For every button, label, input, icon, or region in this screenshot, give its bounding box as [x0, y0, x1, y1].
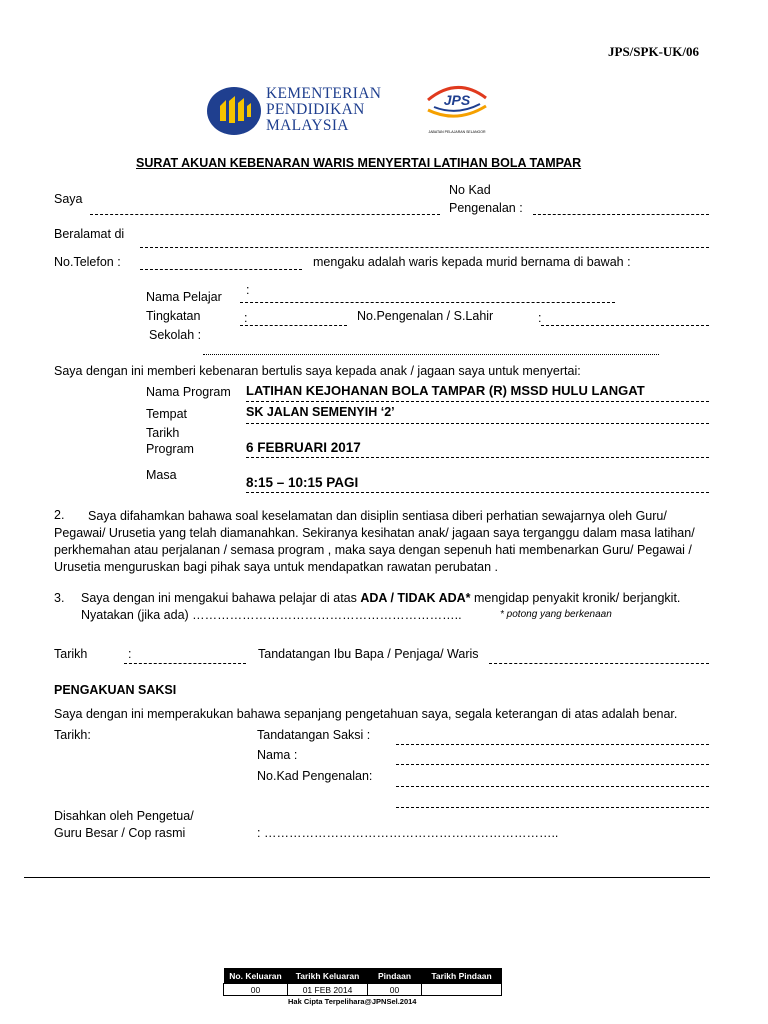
field-nokad[interactable]	[533, 214, 709, 215]
document-code: JPS/SPK-UK/06	[608, 44, 700, 59]
ministry-name-line3: MALAYSIA	[266, 117, 349, 134]
footer-divider	[24, 877, 710, 878]
value-nama-program: LATIHAN KEJOHANAN BOLA TAMPAR (R) MSSD HULU LANGAT	[246, 383, 645, 398]
field-saya[interactable]	[90, 214, 440, 215]
label-nama-pelajar: Nama Pelajar	[146, 290, 222, 304]
field-nama-program	[246, 401, 709, 402]
field-witness-extra[interactable]	[396, 807, 709, 808]
label-tarikh-program-line1: Tarikh	[146, 426, 180, 440]
field-tandatangan-waris[interactable]	[489, 663, 709, 664]
label-tarikh-sign: Tarikh	[54, 647, 88, 661]
para3-line1	[81, 591, 680, 605]
witness-heading: PENGAKUAN SAKSI	[54, 683, 177, 697]
label-tandatangan-saksi: Tandatangan Saksi :	[257, 728, 371, 742]
label-tingkatan: Tingkatan	[146, 309, 201, 323]
revision-value-tarikhkeluaran: 01 FEB 2014	[288, 984, 368, 996]
text-mengaku: mengaku adalah waris kepada murid bernama di bawah :	[313, 255, 631, 269]
label-tandatangan-waris: Tandatangan Ibu Bapa / Penjaga/ Waris	[258, 647, 479, 661]
label-nama-program: Nama Program	[146, 385, 231, 399]
revision-value-tarikhpindaan	[422, 984, 502, 996]
field-witness-nama[interactable]	[396, 764, 709, 765]
field-nama-pelajar[interactable]	[240, 302, 615, 303]
text-permission: Saya dengan ini memberi kebenaran bertulis saya kepada anak / jagaan saya untuk menyertai:	[54, 364, 581, 378]
ministry-emblem-icon	[206, 86, 262, 136]
field-tarikh-sign[interactable]	[124, 663, 246, 664]
label-tarikh-program-line2: Program	[146, 442, 194, 456]
revision-header-tarikhkeluaran: Tarikh Keluaran	[288, 968, 368, 984]
ministry-logo	[206, 86, 406, 136]
ministry-name-line2: PENDIDIKAN	[266, 101, 365, 118]
colon-tingkatan: :	[244, 311, 248, 325]
label-nokad-line1: No Kad	[449, 183, 491, 197]
field-masa	[246, 492, 709, 493]
ministry-name-line1: KEMENTERIAN	[266, 85, 382, 102]
label-witness-nama: Nama :	[257, 748, 298, 762]
label-saya: Saya	[54, 192, 83, 206]
label-masa: Masa	[146, 468, 177, 482]
field-tempat	[246, 423, 709, 424]
para2-number: 2.	[54, 508, 65, 522]
field-tarikh-program	[246, 457, 709, 458]
value-tempat: SK JALAN SEMENYIH ‘2’	[246, 405, 395, 419]
jps-emblem-icon	[422, 80, 492, 126]
value-masa: 8:15 – 10:15 PAGI	[246, 475, 359, 490]
copyright: Hak Cipta Terpelihara@JPNSel.2014	[288, 997, 417, 1006]
field-telefon[interactable]	[140, 269, 302, 270]
label-witness-nokad: No.Kad Pengenalan:	[257, 769, 373, 783]
label-nokad-line2: Pengenalan :	[449, 201, 523, 215]
revision-header-nokeluaran: No. Keluaran	[224, 968, 288, 984]
label-telefon: No.Telefon :	[54, 255, 121, 269]
label-disahkan-line1: Disahkan oleh Pengetua/	[54, 809, 194, 823]
colon-tarikh-sign: :	[128, 647, 132, 661]
jps-logo	[422, 80, 492, 138]
para2-text	[54, 508, 710, 576]
field-nopengenalan[interactable]	[541, 325, 709, 326]
form-title: SURAT AKUAN KEBENARAN WARIS MENYERTAI LATIHAN BOLA TAMPAR	[136, 156, 582, 170]
revision-table	[223, 968, 502, 996]
para3-note: * potong yang berkenaan	[500, 609, 612, 620]
label-nopengenalan: No.Pengenalan / S.Lahir	[357, 309, 494, 323]
revision-header-pindaan: Pindaan	[368, 968, 422, 984]
revision-header-tarikhpindaan: Tarikh Pindaan	[422, 968, 502, 984]
field-tingkatan[interactable]	[240, 325, 347, 326]
para3-text-b: mengidap penyakit kronik/ berjangkit.	[470, 591, 681, 605]
label-tempat: Tempat	[146, 407, 187, 421]
para3-number: 3.	[54, 591, 65, 605]
colon-nama-pelajar: :	[246, 283, 250, 297]
jps-logo-text: JPS	[443, 92, 471, 108]
label-disahkan-line2: Guru Besar / Cop rasmi	[54, 826, 186, 840]
field-alamat[interactable]	[140, 247, 709, 248]
para3-text-a: Saya dengan ini mengakui bahawa pelajar di atas	[81, 591, 361, 605]
value-tarikh-program: 6 FEBRUARI 2017	[246, 440, 361, 455]
label-witness-tarikh: Tarikh:	[54, 728, 91, 742]
para2-body: Saya difahamkan bahawa soal keselamatan dan disiplin sentiasa diberi perhatian sewajarnya oleh Guru/ Pegawai/ Urusetia yang telah diamanahkan. Sekiranya kesihatan anak/ jagaan saya terganggu dalam masa latihan/ perkhemahan atau perjalanan / semasa program , maka saya dengan sepenuh hati membenarkan Guru/ Pegawai / Urusetia menguruskan bagi pihak saya untuk mendapatkan rawatan perubatan .	[54, 509, 695, 574]
label-sekolah: Sekolah :	[149, 328, 202, 342]
field-disahkan[interactable]: : ……………………………………………………………..	[257, 826, 559, 840]
para3-line2: Nyatakan (jika ada) ………………………………………………………..	[81, 608, 462, 622]
revision-value-pindaan: 00	[368, 984, 422, 996]
field-witness-nokad[interactable]	[396, 786, 709, 787]
witness-statement: Saya dengan ini memperakukan bahawa sepanjang pengetahuan saya, segala keterangan di atas adalah benar.	[54, 707, 678, 721]
field-sekolah[interactable]	[203, 354, 659, 355]
label-beralamat: Beralamat di	[54, 227, 125, 241]
revision-value-nokeluaran: 00	[224, 984, 288, 996]
para3-text-bold: ADA / TIDAK ADA*	[360, 591, 471, 605]
field-tandatangan-saksi[interactable]	[396, 744, 709, 745]
jps-logo-subtitle: JABATAN PELAJARAN SELANGOR	[428, 130, 486, 134]
colon-nopengenalan: :	[538, 311, 542, 325]
